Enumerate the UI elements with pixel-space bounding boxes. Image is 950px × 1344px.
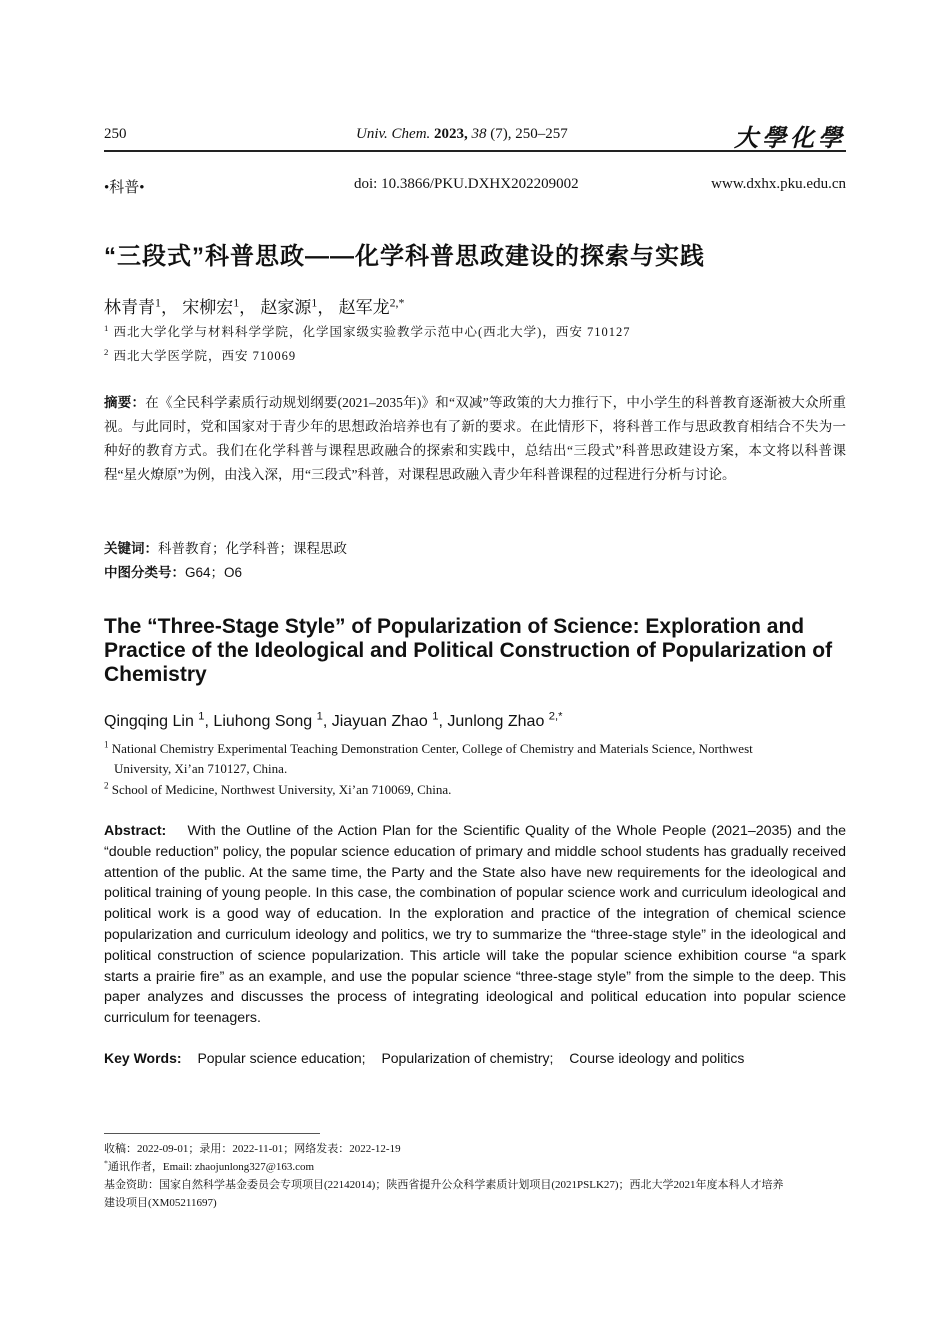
keywords-label: 关键词： — [104, 541, 158, 556]
abstract-label: 摘要： — [104, 395, 146, 410]
affiliation-text: National Chemistry Experimental Teaching Demonstration Center, College of Chemistry and Materials Science, Northwest — [111, 741, 753, 756]
english-title: The “Three-Stage Style” of Popularization of Science: Exploration and Practice of the Ideological and Political Construction of Popularization of Chemistry — [104, 615, 833, 686]
affiliation-number: 1 — [104, 322, 110, 333]
author-affil-mark: 1 — [198, 710, 205, 723]
english-affiliation — [104, 739, 846, 779]
chinese-keywords — [104, 537, 846, 557]
english-keywords — [104, 1050, 846, 1066]
author: 林青青 — [104, 298, 155, 317]
author-separator: , — [204, 713, 214, 730]
english-affiliation — [104, 780, 846, 800]
english-authors — [104, 710, 563, 731]
chinese-authors — [104, 293, 404, 318]
author: Qingqing Lin — [104, 713, 199, 730]
keywords-label: Key Words: — [104, 1050, 182, 1066]
keyword: Popular science education; — [197, 1050, 366, 1066]
abstract-text: With the Outline of the Action Plan for the Scientific Quality of the Whole People (2021–2035) and the “double reduction” policy, the popular science education of primary and middle school students has gradually received attention of the public. At the same time, the Party and the State also have new requirements for the ideological and political training of young people. In this case, the combination of popular science work and curriculum ideological and political work is a good way of education. In the exploration and practice of the integration of chemical science popularization and curriculum ideology and politics, we try to summarize the “three-stage style” in the ideological and political construction of science popularization. This article will take the popular science exhibition course “a spark starts a prairie fire” as an example, and use the popular science “three-stage style” from the simple to the deep. This paper analyzes and discusses the process of integrating ideological and political education into popular science curriculum for teenagers. — [104, 823, 846, 1027]
author-separator: , — [438, 713, 448, 730]
footnote-funding — [104, 1176, 846, 1212]
author-affil-mark: 1 — [311, 295, 318, 310]
article-category: •科普• — [104, 180, 145, 196]
abstract-label: Abstract: — [104, 823, 167, 839]
author-separator: ， — [239, 298, 257, 317]
affiliation-text: 西北大学化学与材料科学学院，化学国家级实验教学示范中心(西北大学)，西安 710127 — [113, 325, 631, 339]
author: 赵军龙 — [338, 298, 390, 317]
funding-text: 基金资助：国家自然科学基金委员会专项项目(22142014)；陕西省提升公众科学素质计划项目(2021PSLK27)；西北大学2021年度本科人才培养 — [104, 1179, 784, 1191]
clc-label: 中图分类号： — [104, 565, 185, 580]
clc-text: G64；O6 — [185, 565, 243, 580]
english-abstract — [104, 821, 846, 1029]
abstract-text: 在《全民科学素质行动规划纲要(2021–2035年)》和“双减”等政策的大力推行下，中小学生的科普教育逐渐被大众所重视。与此同时，党和国家对于青少年的思想政治培养也有了新的要求。在此情形下，将科普工作与思政教育相结合不失为一种好的教育方式。我们在化学科普与课程思政融合的探索和实践中，总结出“三段式”科普思政建设方案，本文将以科普课程“星火燎原”为例，由浅入深，用“三段式”科普，对课程思政融入青少年科普课程的过程进行分析与讨论。 — [104, 395, 847, 482]
running-header — [104, 118, 846, 150]
journal-volume: 38 — [471, 126, 487, 142]
journal-logo: 大學化學 — [734, 126, 846, 152]
journal-abbr: Univ. Chem. — [356, 126, 431, 142]
author: Jiayuan Zhao — [331, 713, 433, 730]
affiliation-text-continued: University, Xi’an 710127, China. — [114, 761, 288, 776]
affiliation-number: 2 — [104, 346, 110, 357]
article-doi: doi: 10.3866/PKU.DXHX202209002 — [354, 176, 579, 192]
keywords-text: 科普教育；化学科普；课程思政 — [158, 541, 347, 556]
author-affil-mark: 1 — [316, 710, 323, 723]
author-separator: ， — [317, 298, 335, 317]
author: Junlong Zhao — [447, 713, 549, 730]
journal-website: www.dxhx.pku.edu.cn — [711, 176, 846, 192]
journal-issue-pages: (7), 250–257 — [490, 126, 568, 142]
journal-citation — [356, 126, 568, 143]
classification-number — [104, 561, 846, 581]
header-rule — [104, 150, 846, 152]
author-affil-mark: 2,* — [389, 295, 405, 310]
author-affil-mark: 1 — [233, 295, 240, 310]
author-affil-mark: 2,* — [548, 710, 563, 723]
chinese-affiliation — [104, 346, 846, 364]
author: 赵家源 — [260, 298, 312, 317]
footnote-corresponding — [104, 1158, 846, 1176]
corresponding-text: 通讯作者，Email: zhaojunlong327@163.com — [107, 1161, 315, 1173]
corresponding-mark: * — [104, 1158, 108, 1168]
affiliation-number: 1 — [104, 739, 109, 750]
author-separator: , — [322, 713, 332, 730]
author: Liuhong Song — [213, 713, 317, 730]
page-number: 250 — [104, 126, 127, 142]
chinese-title: “三段式”科普思政——化学科普思政建设的探索与实践 — [104, 243, 705, 270]
author-affil-mark: 1 — [432, 710, 439, 723]
author-affil-mark: 1 — [155, 295, 161, 310]
affiliation-number: 2 — [104, 780, 109, 791]
keyword: Course ideology and politics — [569, 1050, 745, 1066]
footnote-dates: 收稿：2022-09-01；录用：2022-11-01；网络发表：2022-12-19 — [104, 1143, 401, 1155]
journal-year: 2023, — [434, 126, 468, 142]
author-separator: ， — [160, 298, 178, 317]
affiliation-text: School of Medicine, Northwest University, Xi’an 710069, China. — [111, 782, 452, 797]
funding-text-continued: 建设项目(XM05211697) — [104, 1197, 217, 1209]
keyword: Popularization of chemistry; — [381, 1050, 554, 1066]
chinese-affiliation — [104, 322, 846, 340]
author: 宋柳宏 — [182, 298, 234, 317]
chinese-abstract — [104, 391, 846, 487]
affiliation-text: 西北大学医学院，西安 710069 — [113, 349, 297, 363]
footnote-rule — [104, 1133, 320, 1134]
